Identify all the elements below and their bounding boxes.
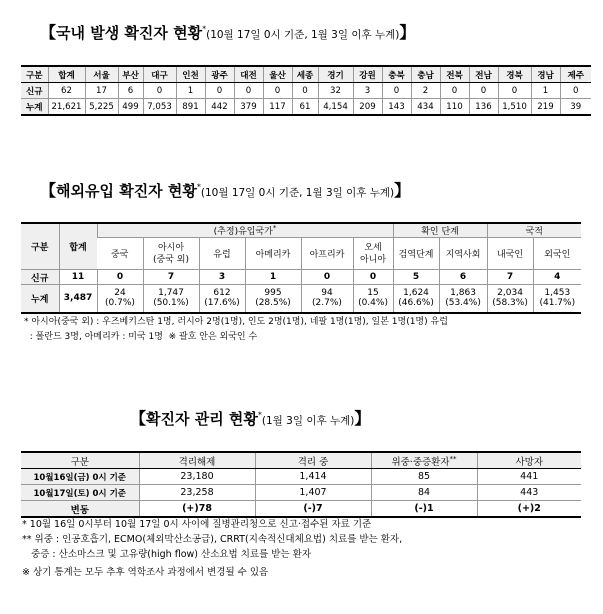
table-cell: 1,414 — [255, 469, 371, 485]
table-cell: 209 — [353, 99, 382, 116]
header-cell: 구분 — [21, 452, 139, 469]
header-cell: 합계 — [48, 66, 85, 83]
table-cell: 5,225 — [85, 99, 118, 116]
table-cell: (-)1 — [371, 501, 477, 518]
table-cell: 1 — [176, 83, 205, 99]
table-cell: (+)2 — [477, 501, 581, 518]
case-management-title: 【확진자 관리 현황*(1월 3일 이후 누계)】 — [130, 409, 371, 428]
table-cell: 0 — [440, 83, 469, 99]
header-cell: 구분 — [21, 66, 48, 83]
management-note-4: ※ 상기 통계는 모두 추후 역학조사 과정에서 변경될 수 있음 — [22, 567, 269, 578]
row-label: 누계 — [21, 285, 59, 313]
table-cell: 2 — [411, 83, 440, 99]
header-cell: 격리해제 — [139, 452, 255, 469]
header-cell-inflow: (추정)유입국가* — [97, 223, 393, 238]
table-cell: 39 — [560, 99, 591, 116]
header-cell: 충남 — [411, 66, 440, 83]
table-cell: 6 — [439, 270, 487, 285]
domestic-cases-title: 【국내 발생 확진자 현황*(10월 17일 0시 기준, 1월 3일 이후 누계)】 — [40, 23, 416, 42]
table-cell: 0 — [382, 83, 411, 99]
imported-cases-title: 【해외유입 확진자 현황*(10월 17일 0시 기준, 1월 3일 이후 누계)】 — [40, 181, 411, 200]
imported-cases-note-1: * 아시아(중국 외) : 우즈베키스탄 1명, 러시아 2명(1명), 인도 2명(1명), 네팔 1명(1명), 일본 1명(1명) 유럽 — [24, 317, 448, 327]
table-cell: 891 — [176, 99, 205, 116]
table-cell: 1,747 (50.1%) — [143, 285, 199, 313]
row-label: 신규 — [21, 83, 48, 99]
row-label: 10월16일(금) 0시 기준 — [21, 469, 139, 485]
table-header-row — [21, 452, 581, 469]
table-cell: 110 — [440, 99, 469, 116]
table-cell: 7,053 — [143, 99, 176, 116]
table-subheader-row — [21, 238, 581, 270]
table-row-new — [21, 270, 581, 285]
header-cell: 충북 — [382, 66, 411, 83]
table-cell: 0 — [560, 83, 591, 99]
header-cell-total: 합계 — [59, 223, 97, 270]
table-cell: 1 — [245, 270, 301, 285]
table-cell: 84 — [371, 485, 477, 501]
header-cell-confirm-stage: 확인 단계 — [393, 223, 487, 238]
table-cell: 0 — [97, 270, 143, 285]
table-cell: 0 — [353, 270, 393, 285]
subheader-cell: 검역단계 — [393, 238, 439, 270]
table-cell: 995 (28.5%) — [245, 285, 301, 313]
subheader-cell: 아메리카 — [245, 238, 301, 270]
header-cell: 사망자 — [477, 452, 581, 469]
table-cell: 3,487 — [59, 285, 97, 313]
header-cell: 전북 — [440, 66, 469, 83]
table-cell: 136 — [469, 99, 498, 116]
table-cell: 117 — [263, 99, 292, 116]
table-cell: 0 — [234, 83, 263, 99]
table-cell: 442 — [205, 99, 234, 116]
header-cell-gubun: 구분 — [21, 223, 59, 270]
table-cell: 7 — [487, 270, 533, 285]
table-cell: 11 — [59, 270, 97, 285]
table-header-row — [21, 66, 591, 83]
table-cell: 219 — [531, 99, 560, 116]
table-cell: 23,180 — [139, 469, 255, 485]
domestic-cases-table — [21, 65, 591, 116]
table-row-change — [21, 501, 581, 518]
table-cell: (+)78 — [139, 501, 255, 518]
table-cell: 1,863 (53.4%) — [439, 285, 487, 313]
table-cell: 612 (17.6%) — [199, 285, 245, 313]
table-cell: 15 (0.4%) — [353, 285, 393, 313]
header-cell: 격리 중 — [255, 452, 371, 469]
subheader-cell: 아시아 (중국 외) — [143, 238, 199, 270]
table-cell: 0 — [301, 270, 353, 285]
management-note-2: ** 위중 : 인공호흡기, ECMO(체외막산소공급), CRRT(지속적신대체요법) 치료를 받는 환자, — [22, 534, 403, 545]
table-cell: 0 — [205, 83, 234, 99]
management-note-3: 중증 : 산소마스크 및 고유량(high flow) 산소요법 치료를 받는 환자 — [22, 549, 312, 560]
subheader-cell: 지역사회 — [439, 238, 487, 270]
imported-cases-table — [21, 222, 581, 314]
header-cell: 전남 — [469, 66, 498, 83]
header-cell: 위중·중증환자** — [371, 452, 477, 469]
table-row-new — [21, 83, 591, 99]
table-cell: 61 — [292, 99, 318, 116]
header-cell: 대전 — [234, 66, 263, 83]
table-cell: (-)7 — [255, 501, 371, 518]
header-cell: 인천 — [176, 66, 205, 83]
table-cell: 4 — [533, 270, 581, 285]
table-cell: 1,407 — [255, 485, 371, 501]
management-note-1: * 10월 16일 0시부터 10월 17일 0시 사이에 질병관리청으로 신고·접수된 자료 기준 — [22, 519, 372, 530]
table-cell: 4,154 — [318, 99, 353, 116]
table-cell: 3 — [353, 83, 382, 99]
header-cell: 광주 — [205, 66, 234, 83]
header-cell: 세종 — [292, 66, 318, 83]
table-cell: 0 — [498, 83, 531, 99]
table-cell: 32 — [318, 83, 353, 99]
header-cell: 서울 — [85, 66, 118, 83]
header-cell: 강원 — [353, 66, 382, 83]
table-cell: 23,258 — [139, 485, 255, 501]
table-cell: 0 — [469, 83, 498, 99]
table-cell: 1,624 (46.6%) — [393, 285, 439, 313]
row-label: 신규 — [21, 270, 59, 285]
header-cell: 경기 — [318, 66, 353, 83]
table-row-cumulative — [21, 99, 591, 116]
subheader-cell: 내국인 — [487, 238, 533, 270]
subheader-cell: 외국인 — [533, 238, 581, 270]
header-cell: 경남 — [531, 66, 560, 83]
subheader-cell: 아프리카 — [301, 238, 353, 270]
table-cell: 1 — [531, 83, 560, 99]
table-cell: 3 — [199, 270, 245, 285]
header-cell-nationality: 국적 — [487, 223, 581, 238]
table-cell: 1,453 (41.7%) — [533, 285, 581, 313]
table-cell: 5 — [393, 270, 439, 285]
header-cell: 부산 — [118, 66, 143, 83]
table-cell: 62 — [48, 83, 85, 99]
subheader-cell: 유럽 — [199, 238, 245, 270]
table-cell: 21,621 — [48, 99, 85, 116]
table-cell: 434 — [411, 99, 440, 116]
table-cell: 94 (2.7%) — [301, 285, 353, 313]
table-row-cumulative — [21, 285, 581, 313]
subheader-cell: 중국 — [97, 238, 143, 270]
row-label: 누계 — [21, 99, 48, 116]
table-row — [21, 469, 581, 485]
table-cell: 0 — [143, 83, 176, 99]
table-cell: 441 — [477, 469, 581, 485]
table-cell: 6 — [118, 83, 143, 99]
header-cell: 제주 — [560, 66, 591, 83]
table-cell: 143 — [382, 99, 411, 116]
subheader-cell: 오세 아니아 — [353, 238, 393, 270]
table-cell: 7 — [143, 270, 199, 285]
table-cell: 0 — [292, 83, 318, 99]
table-cell: 499 — [118, 99, 143, 116]
table-cell: 1,510 — [498, 99, 531, 116]
table-cell: 85 — [371, 469, 477, 485]
table-row — [21, 485, 581, 501]
row-label: 변동 — [21, 501, 139, 518]
header-cell: 울산 — [263, 66, 292, 83]
imported-cases-note-2: : 폴란드 3명, 아메리카 : 미국 1명 ※ 괄호 안은 외국인 수 — [24, 332, 258, 342]
header-cell: 경북 — [498, 66, 531, 83]
header-cell: 대구 — [143, 66, 176, 83]
table-cell: 443 — [477, 485, 581, 501]
table-cell: 17 — [85, 83, 118, 99]
table-cell: 24 (0.7%) — [97, 285, 143, 313]
table-cell: 0 — [263, 83, 292, 99]
table-cell: 379 — [234, 99, 263, 116]
row-label: 10월17일(토) 0시 기준 — [21, 485, 139, 501]
table-cell: 2,034 (58.3%) — [487, 285, 533, 313]
table-header-row — [21, 223, 581, 238]
case-management-table — [21, 451, 581, 518]
